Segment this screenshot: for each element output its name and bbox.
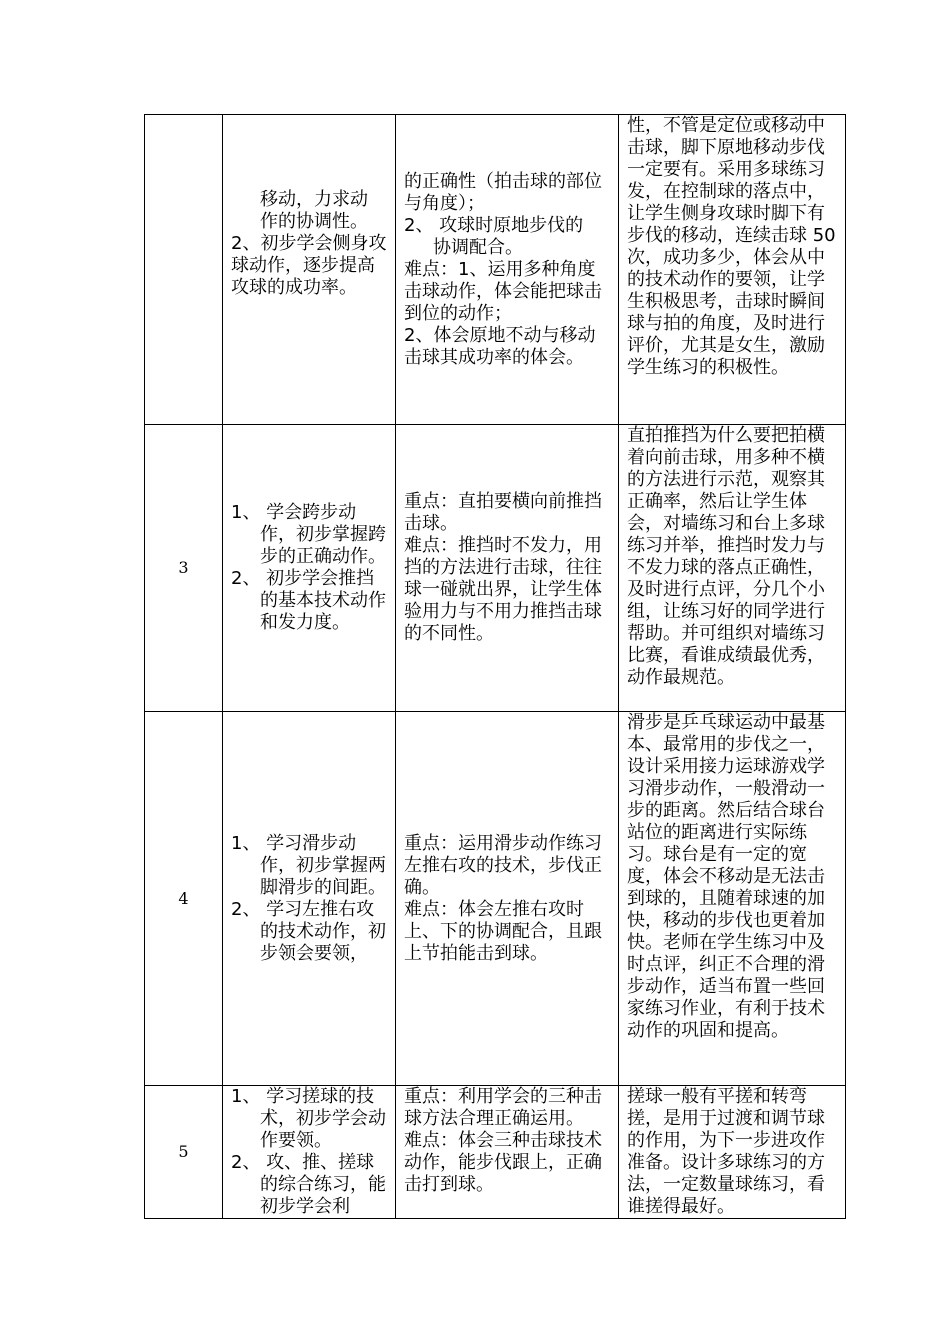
key-line: 重点：运用滑步动作练习左推右攻的技术，步伐正确。 <box>404 832 602 898</box>
teaching-goal-cell <box>223 1086 396 1219</box>
goal-line: 2、初步学会侧身攻球动作，逐步提高攻球的成功率。 <box>231 233 387 298</box>
lesson-number-cell: 3 <box>145 425 223 712</box>
table-row <box>145 1086 846 1219</box>
teaching-method-cell: 滑步是乒乓球运动中最基本、最常用的步伐之一，设计采用接力运球游戏学习滑步动作，一般滑动一步的距离。然后结合球台站位的距离进行实际练习。球台是有一定的宽度，体会不移动是无法击到球的，且随着球速的加快，移动的步伐也更着加快。老师在学生练习中及时点评，纠正不合理的滑步动作，适当布置一些回家练习作业，有利于技术动作的巩固和提高。 <box>619 712 846 1086</box>
teaching-method-cell: 搓球一般有平搓和转弯搓，是用于过渡和调节球的作用，为下一步进攻作准备。设计多球练习的方法，一定数量球练习，看谁搓得最好。 <box>619 1086 846 1219</box>
key-difficulty-cell <box>396 1086 619 1219</box>
table-row <box>145 712 846 1086</box>
key-difficulty-cell <box>396 712 619 1086</box>
table-row <box>145 425 846 712</box>
key-line: 2、 攻球时原地步伐的 <box>404 215 584 236</box>
key-line: 难点：1、运用多种角度击球动作，体会能把球击到位的动作； <box>404 259 602 324</box>
teaching-goal-cell <box>223 115 396 425</box>
goal-item: 1、 学习搓球的技术，初步学会动作要领。 <box>231 1086 386 1151</box>
key-line: 难点：体会左推右攻时上、下的协调配合，且跟上节拍能击到球。 <box>404 898 602 964</box>
teaching-method-cell: 直拍推挡为什么要把拍横着向前击球，用多种不横的方法进行示范，观察其正确率，然后让学生体会，对墙练习和台上多球练习并举，推挡时发力与不发力球的落点正确性，及时进行点评，分几个小组，让练习好的同学进行帮助。并可组织对墙练习比赛，看谁成绩最优秀，动作最规范。 <box>619 425 846 712</box>
goal-item: 1、 学习滑步动作，初步掌握两脚滑步的间距。 <box>231 832 386 898</box>
lesson-number-cell: 5 <box>145 1086 223 1219</box>
goal-line: 移动，力求动 <box>260 189 368 210</box>
goal-item: 1、 学会跨步动作，初步掌握跨步的正确动作。 <box>231 502 386 567</box>
goal-item: 2、 攻、推、搓球的综合练习，能初步学会利 <box>231 1152 386 1217</box>
lesson-plan-table <box>144 114 846 1219</box>
table-row <box>145 115 846 425</box>
key-line: 重点：利用学会的三种击球方法合理正确运用。 <box>404 1086 602 1129</box>
goal-line: 作的协调性。 <box>260 211 368 232</box>
teaching-goal-cell <box>223 712 396 1086</box>
key-line: 协调配合。 <box>433 237 523 258</box>
goal-item: 2、 学习左推右攻的技术动作，初步领会要领， <box>231 898 386 964</box>
lesson-number-cell: 4 <box>145 712 223 1086</box>
goal-item: 2、 初步学会推挡的基本技术动作和发力度。 <box>231 568 386 633</box>
key-difficulty-cell <box>396 425 619 712</box>
teaching-method-cell: 性，不管是定位或移动中击球，脚下原地移动步伐一定要有。采用多球练习发，在控制球的落点中，让学生侧身攻球时脚下有步伐的移动，连续击球 50 次，成功多少，体会从中的技术动作的要领，让学生积极思考，击球时瞬间球与拍的角度，及时进行评价，尤其是女生，激励学生练习的积极性。 <box>619 115 846 425</box>
key-line: 难点：体会三种击球技术动作，能步伐跟上，正确击打到球。 <box>404 1130 602 1195</box>
key-line: 重点：直拍要横向前推挡击球。 <box>404 491 602 534</box>
teaching-goal-cell <box>223 425 396 712</box>
key-line: 难点：推挡时不发力，用挡的方法进行击球，往往球一碰就出界，让学生体验用力与不用力推挡击球的不同性。 <box>404 535 602 644</box>
lesson-number-cell <box>145 115 223 425</box>
key-difficulty-cell <box>396 115 619 425</box>
key-line: 2、体会原地不动与移动击球其成功率的体会。 <box>404 325 596 368</box>
key-line: 的正确性（拍击球的部位与角度）； <box>404 171 602 214</box>
